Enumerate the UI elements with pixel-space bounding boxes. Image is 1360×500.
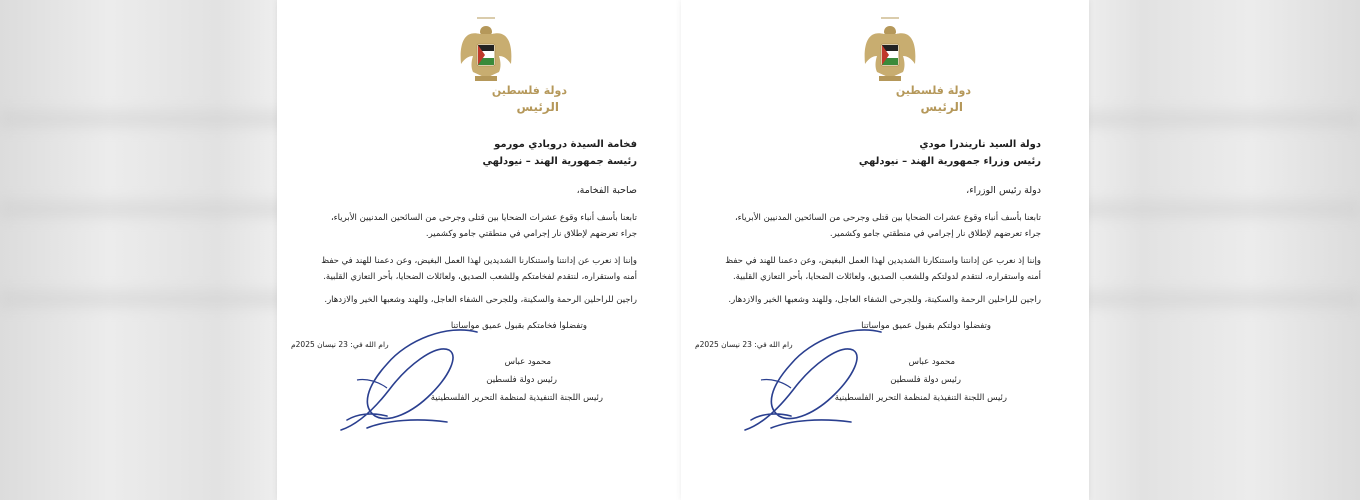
signature-name: محمود عباس bbox=[504, 357, 551, 367]
signature-title-2: رئيس اللجنة التنفيذية لمنظمة التحرير الفلسطينية bbox=[834, 393, 1007, 403]
palestine-eagle-emblem-icon bbox=[447, 12, 525, 124]
signature-title-1: رئيس دولة فلسطين bbox=[486, 375, 557, 385]
paragraph-1 bbox=[735, 210, 1041, 242]
paragraph-2-line-1: وإننا إذ نعرب عن إدانتنا واستنكارنا الشديدين لهذا العمل البغيض، وعن دعمنا للهند في حفظ bbox=[725, 256, 1041, 266]
handwritten-signature-icon bbox=[327, 320, 487, 440]
address-line-2: رئيس وزراء جمهورية الهند – نيودلهي bbox=[858, 156, 1041, 167]
paragraph-2 bbox=[321, 253, 637, 285]
paragraph-2-line-2: أمنه واستقراره، لنتقدم لدولتكم وللشعب الصديق، ولعائلات الضحايا، بأحر التعازي القلبية. bbox=[732, 272, 1041, 282]
address-line-2: رئيسة جمهورية الهند – نيودلهي bbox=[482, 156, 637, 167]
letter-address bbox=[483, 136, 637, 170]
address-line-1: فخامة السيدة دروبادي مورمو bbox=[494, 139, 637, 150]
letter-date: رام الله في: 23 نيسان 2025م bbox=[291, 340, 389, 349]
closing-line: وتفضلوا دولتكم بقبول عميق مواساتنا bbox=[861, 321, 991, 331]
emblem-president-title: الرئيس bbox=[516, 100, 559, 114]
paragraph-1-line-2: جراء تعرضهم لإطلاق نار إجرامي في منطقتي جامو وكشمير. bbox=[829, 229, 1041, 239]
palestine-eagle-emblem-icon bbox=[851, 12, 929, 124]
paragraph-2-line-1: وإننا إذ نعرب عن إدانتنا واستنكارنا الشديدين لهذا العمل البغيض، وعن دعمنا للهند في حفظ bbox=[321, 256, 637, 266]
paragraph-2 bbox=[725, 253, 1041, 285]
salutation: دولة رئيس الوزراء، bbox=[966, 185, 1041, 196]
letter-address bbox=[859, 136, 1041, 170]
closing-line: وتفضلوا فخامتكم بقبول عميق مواساتنا bbox=[450, 321, 587, 331]
paragraph-3: راجين للراحلين الرحمة والسكينة، وللجرحى الشفاء العاجل، وللهند وشعبها الخير والازدهار. bbox=[324, 295, 637, 305]
letter-page-president-india bbox=[277, 0, 685, 500]
letter-page-prime-minister-india bbox=[681, 0, 1089, 500]
signature-name: محمود عباس bbox=[908, 357, 955, 367]
emblem-president-title: الرئيس bbox=[920, 100, 963, 114]
handwritten-signature-icon bbox=[731, 320, 891, 440]
paragraph-2-line-2: أمنه واستقراره، لنتقدم لفخامتكم وللشعب الصديق، ولعائلات الضحايا، بأحر التعازي القلبية. bbox=[323, 272, 637, 282]
signature-title-2: رئيس اللجنة التنفيذية لمنظمة التحرير الفلسطينية bbox=[430, 393, 603, 403]
paragraph-1-line-1: تابعنا بأسف أنباء وقوع عشرات الضحايا بين قتلى وجرحى من السائحين المدنيين الأبرياء، bbox=[330, 213, 637, 223]
salutation: صاحبة الفخامة، bbox=[576, 185, 637, 196]
letter-date: رام الله في: 23 نيسان 2025م bbox=[695, 340, 793, 349]
paragraph-1 bbox=[331, 210, 637, 242]
address-line-1: دولة السيد ناريندرا مودي bbox=[919, 139, 1041, 150]
paragraph-1-line-2: جراء تعرضهم لإطلاق نار إجرامي في منطقتي جامو وكشمير. bbox=[425, 229, 637, 239]
emblem-state-name: دولة فلسطين bbox=[491, 84, 567, 97]
paragraph-1-line-1: تابعنا بأسف أنباء وقوع عشرات الضحايا بين قتلى وجرحى من السائحين المدنيين الأبرياء، bbox=[734, 213, 1041, 223]
signature-title-1: رئيس دولة فلسطين bbox=[890, 375, 961, 385]
paragraph-3: راجين للراحلين الرحمة والسكينة، وللجرحى الشفاء العاجل، وللهند وشعبها الخير والازدهار. bbox=[728, 295, 1041, 305]
emblem-state-name: دولة فلسطين bbox=[895, 84, 971, 97]
